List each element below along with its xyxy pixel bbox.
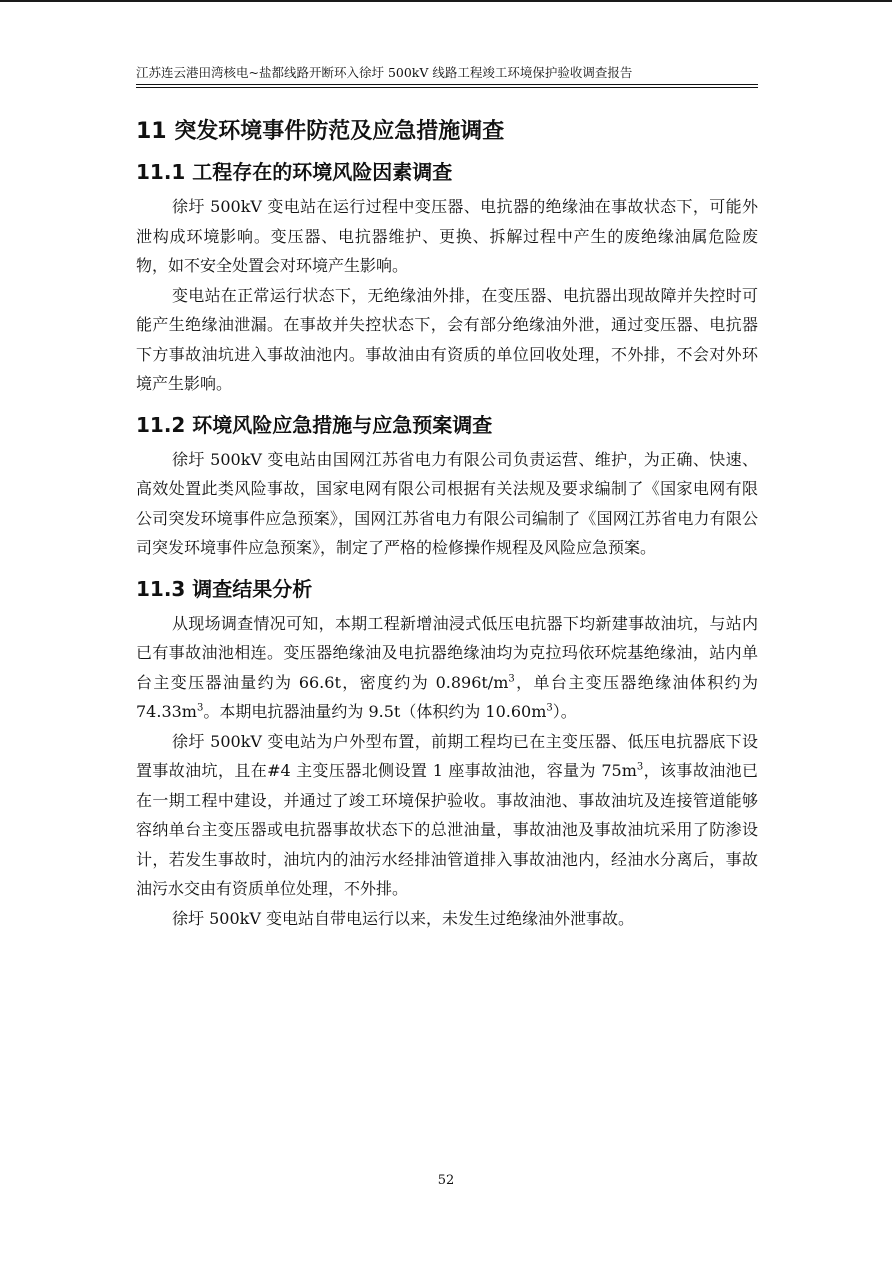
paragraph-11-2-1: 徐圩 500kV 变电站由国网江苏省电力有限公司负责运营、维护，为正确、快速、高效处置此类风险事故，国家电网有限公司根据有关法规及要求编制了《国家电网有限公司突发环境事件应急预案》，国网江苏省电力有限公司编制了《国网江苏省电力有限公司突发环境事件应急预案》，制定了严格的检修操作规程及风险应急预案。: [136, 449, 758, 557]
header-rule-secondary: [136, 87, 758, 88]
superscript: 3: [196, 702, 204, 714]
paragraph-11-1-2: 变电站在正常运行状态下，无绝缘油外排，在变压器、电抗器出现故障并失控时可能产生绝缘油泄漏。在事故并失控状态下，会有部分绝缘油外泄，通过变压器、电抗器下方事故油坑进入事故油池内。事故油由有资质的单位回收处理，不外排，不会对外环境产生影响。: [136, 285, 758, 393]
section-title-11-2: 11.2 环境风险应急措施与应急预案调查: [136, 412, 493, 437]
paragraph-11-1-1: 徐圩 500kV 变电站在运行过程中变压器、电抗器的绝缘油在事故状态下，可能外泄构成环境影响。变压器、电抗器维护、更换、拆解过程中产生的废绝缘油属危险废物，如不安全处置会对环境产生影响。: [136, 197, 758, 275]
running-header: 江苏连云港田湾核电~盐都线路开断环入徐圩 500kV 线路工程竣工环境保护验收调查报告: [136, 65, 633, 80]
section-title-11-3: 11.3 调查结果分析: [136, 576, 313, 601]
chapter-title: 11 突发环境事件防范及应急措施调查: [136, 119, 505, 144]
superscript: 3: [546, 702, 553, 714]
page-content: [136, 112, 758, 933]
text-run: ）。: [552, 702, 577, 721]
paragraph-11-3-3: 徐圩 500kV 变电站自带电运行以来，未发生过绝缘油外泄事故。: [172, 908, 634, 928]
text-run: 从现场调查情况可知，本期工程新增油浸式低压电抗器下均新建事故油坑，与站内已有事故油池相连。变压器绝缘油及电抗器绝缘油均为克拉玛依环烷基绝缘油，站内单台主变压器油量约为 66.6t，密度约为 0.896t/m: [136, 613, 758, 692]
page-number: 52: [437, 1173, 455, 1188]
page-top-border: [0, 0, 892, 2]
text-run: ，该事故油池已在一期工程中建设，并通过了竣工环境保护验收。事故油池、事故油坑及连接管道能够容纳单台主变压器或电抗器事故状态下的总泄油量，事故油池及事故油坑采用了防渗设计，若发生事故时，油坑内的油污水经排油管道排入事故油池内，经油水分离后，事故油污水交由有资质单位处理，不外排。: [136, 761, 758, 898]
header-rule: [136, 84, 758, 85]
section-title-11-1: 11.1 工程存在的环境风险因素调查: [136, 160, 453, 184]
paragraph-11-3-1: [136, 609, 758, 727]
superscript: 3: [636, 761, 644, 773]
text-run: 徐圩 500kV 变电站为户外型布置，前期工程均已在主变压器、低压电抗器底下设置事故油坑，且在#4 主变压器北侧设置 1 座事故油池，容量为 75m: [136, 731, 758, 780]
superscript: 3: [508, 673, 515, 685]
paragraph-11-3-2: [136, 727, 758, 904]
text-run: ，单台主变压器绝缘油体积约为 74.33m: [136, 672, 758, 721]
text-run: 。本期电抗器油量约为 9.5t（体积约为 10.60m: [203, 702, 547, 721]
